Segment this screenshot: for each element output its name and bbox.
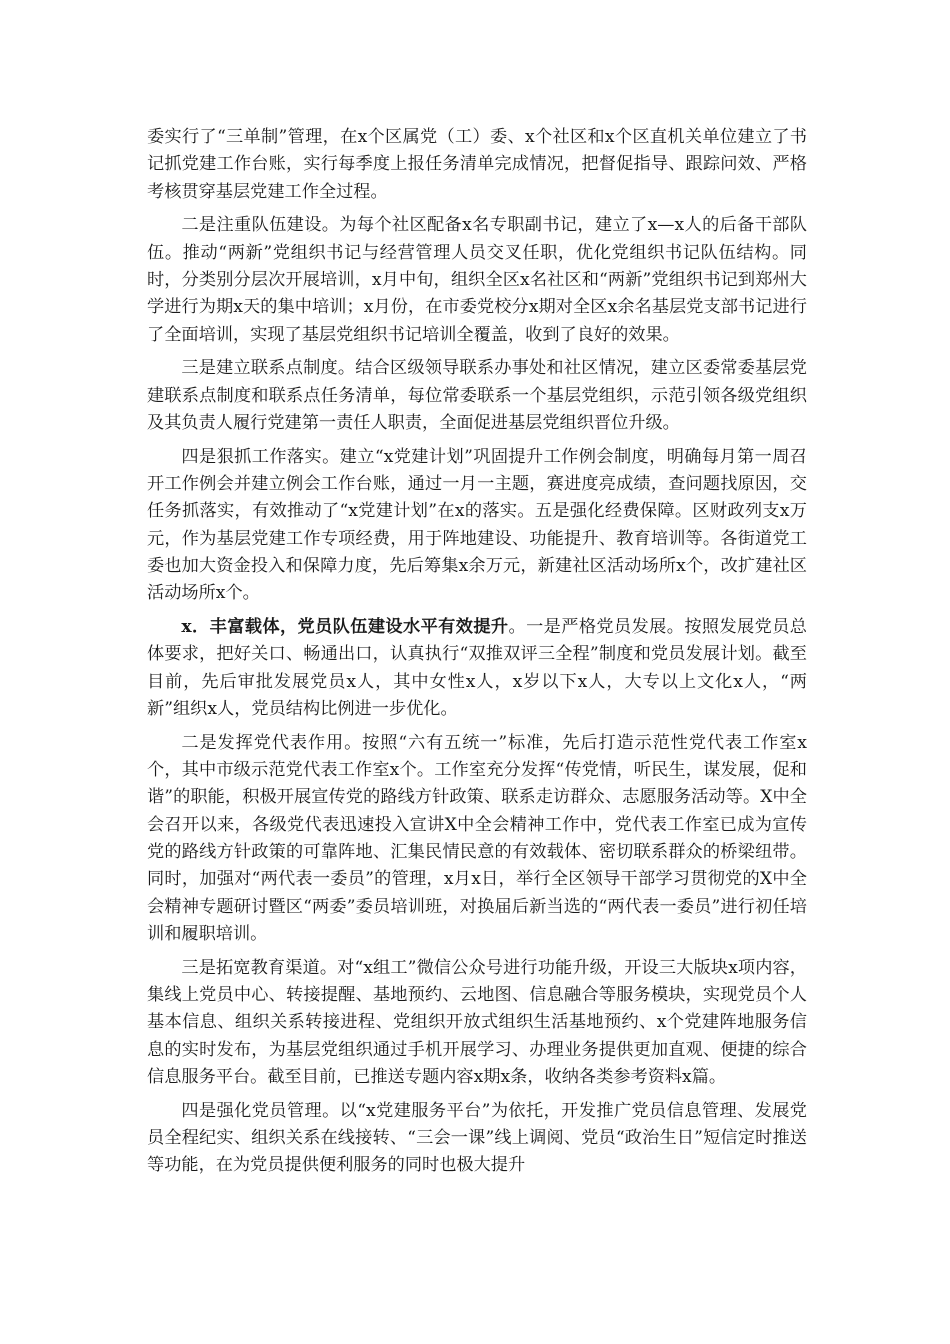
paragraph-3	[147, 355, 807, 437]
paragraph-1-text: 委实行了“三单制”管理，在x个区属党（工）委、x个社区和x个区直机关单位建立了书记抓党建工作台账，实行每季度上报任务清单完成情况，把督促指导、跟踪问效、严格考核贯穿基层党建工作全过程。	[147, 127, 807, 202]
paragraph-7-text: 三是拓宽教育渠道。对“x组工”微信公众号进行功能升级，开设三大版块x项内容，集线上党员中心、转接提醒、基地预约、云地图、信息融合等服务模块，实现党员个人基本信息、组织关系转接进程、党组织开放式组织生活基地预约、x个党建阵地服务信息的实时发布，为基层党组织通过手机开展学习、办理业务提供更加直观、便捷的综合信息服务平台。截至目前，已推送专题内容x期x条，收纳各类参考资料x篇。	[147, 957, 807, 1087]
paragraph-1	[147, 124, 807, 206]
paragraph-5-text: 。一是严格党员发展。按照发展党员总体要求，把好关口、畅通出口，认真执行“双推双评三全程”制度和党员发展计划。截至目前，先后审批发展党员x人，其中女性x人，x岁以下x人，大专以上文化x人，“两新”组织x人，党员结构比例进一步优化。	[147, 617, 807, 719]
paragraph-3-text: 三是建立联系点制度。结合区级领导联系办事处和社区情况，建立区委常委基层党建联系点制度和联系点任务清单，每位常委联系一个基层党组织，示范引领各级党组织及其负责人履行党建第一责任人职责，全面促进基层党组织晋位升级。	[147, 358, 807, 433]
document-page	[147, 124, 807, 1186]
paragraph-5	[147, 614, 807, 723]
paragraph-4	[147, 444, 807, 608]
paragraph-7	[147, 955, 807, 1091]
paragraph-2-text: 二是注重队伍建设。为每个社区配备x名专职副书记，建立了x—x人的后备干部队伍。推动“两新”党组织书记与经营管理人员交叉任职，优化党组织书记队伍结构。同时，分类别分层次开展培训，x月中旬，组织全区x名社区和“两新”党组织书记到郑州大学进行为期x天的集中培训；x月份，在市委党校分x期对全区x余名基层党支部书记进行了全面培训，实现了基层党组织书记培训全覆盖，收到了良好的效果。	[147, 215, 807, 345]
paragraph-8	[147, 1098, 807, 1180]
paragraph-6-text: 二是发挥党代表作用。按照“六有五统一”标准，先后打造示范性党代表工作室x个，其中市级示范党代表工作室x个。工作室充分发挥“传党情，听民生，谋发展，促和谐”的职能，积极开展宣传党的路线方针政策、联系走访群众、志愿服务活动等。X中全会召开以来，各级党代表迅速投入宣讲X中全会精神工作中，党代表工作室已成为宣传党的路线方针政策的可靠阵地、汇集民情民意的有效载体、密切联系群众的桥梁纽带。同时，加强对“两代表一委员”的管理，x月x日，举行全区领导干部学习贯彻党的X中全会精神专题研讨暨区“两委”委员培训班，对换届后新当选的“两代表一委员”进行初任培训和履职培训。	[147, 732, 807, 944]
paragraph-2	[147, 212, 807, 348]
paragraph-8-text: 四是强化党员管理。以“x党建服务平台”为依托，开发推广党员信息管理、发展党员全程纪实、组织关系在线接转、“三会一课”线上调阅、党员“政治生日”短信定时推送等功能，在为党员提供便利服务的同时也极大提升	[147, 1100, 807, 1176]
paragraph-4-text: 四是狠抓工作落实。建立“x党建计划”巩固提升工作例会制度，明确每月第一周召开工作例会并建立例会工作台账，通过一月一主题，赛进度亮成绩，查问题找原因，交任务抓落实，有效推动了“x党建计划”在x的落实。五是强化经费保障。区财政列支x万元，作为基层党建工作专项经费，用于阵地建设、功能提升、教育培训等。各街道党工委也加大资金投入和保障力度，先后筹集x余万元，新建社区活动场所x个，改扩建社区活动场所x个。	[147, 446, 807, 604]
paragraph-6	[147, 730, 807, 948]
section-heading: x．丰富载体，党员队伍建设水平有效提升	[181, 617, 509, 638]
